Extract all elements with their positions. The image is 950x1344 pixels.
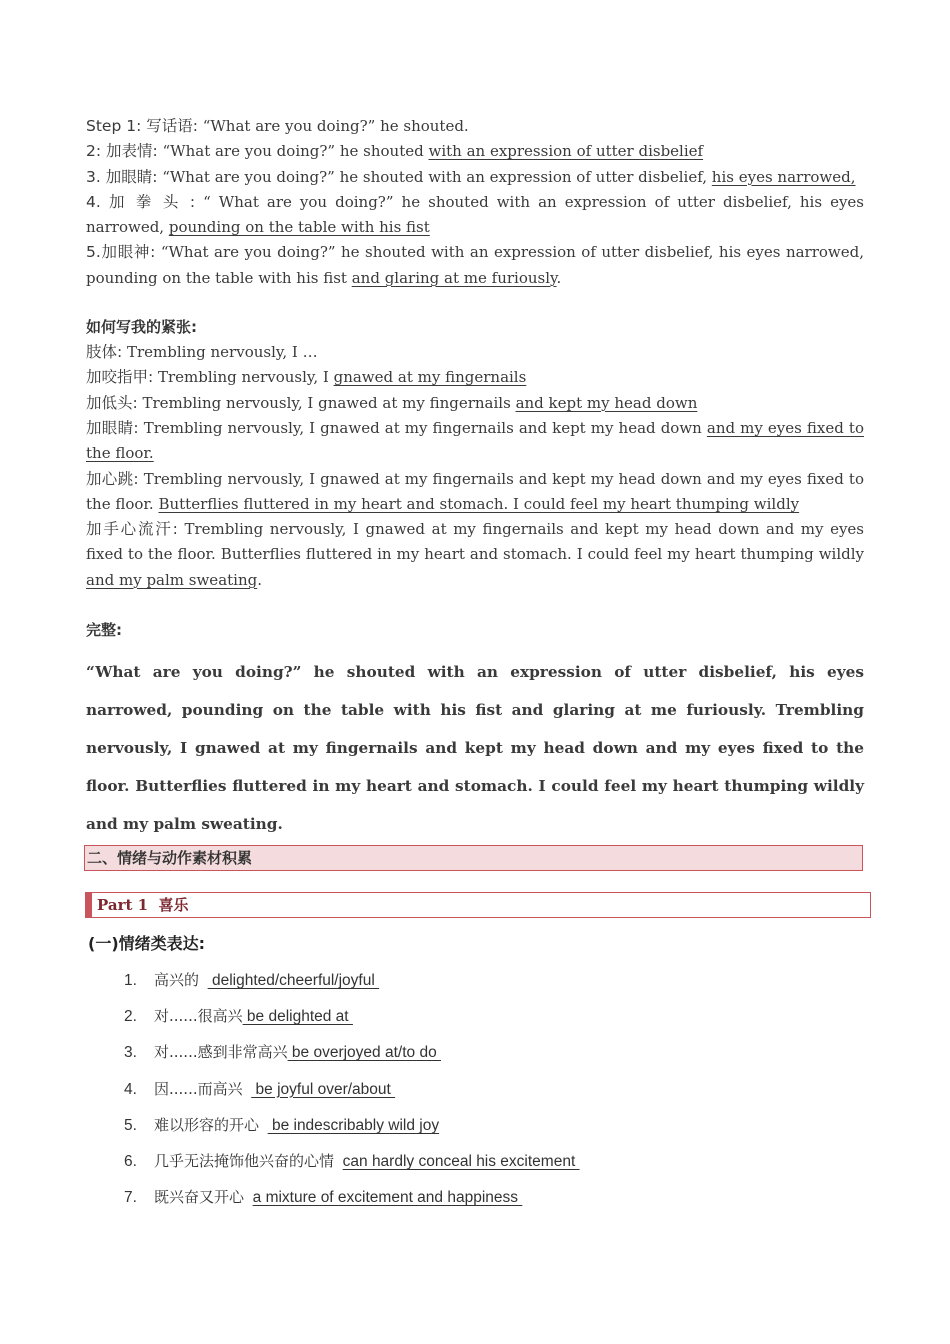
underlined-addition: Butterflies fluttered in my heart and stomach. I could feel my heart thumping wildly [158, 494, 800, 513]
list-item: 6. 几乎无法掩饰他兴奋的心情 can hardly conceal his excitement [124, 1151, 580, 1170]
section-title: 二、情绪与动作素材积累 [84, 845, 863, 871]
step-1: Step 1: 写话语: “What are you doing?” he shouted. [86, 117, 469, 135]
phrase-list [124, 965, 864, 1218]
underlined-addition: gnawed at my fingernails [333, 368, 527, 387]
nervous-item: 肢体: Trembling nervously, I … [86, 343, 318, 362]
step-4: 4. 加 拳 头 : “ What are you doing?” he shouted with an expression of utter disbelief, his eyes narrowed, pounding on the table with his fist [86, 192, 864, 237]
part-title: Part 1 喜乐 [97, 896, 189, 914]
underlined-addition: with an expression of utter disbelief [428, 142, 704, 161]
nervous-item: 加眼睛: Trembling nervously, I gnawed at my fingernails and kept my head down and my eyes fixed to the floor. [86, 418, 864, 463]
step-2: 2: 加表情: “What are you doing?” he shouted with an expression of utter disbelief [86, 142, 704, 161]
part-header [85, 892, 871, 918]
step-5: 5.加眼神: “What are you doing?” he shouted with an expression of utter disbelief, his eyes narrowed, pounding on the table with his fist and glaring at me furiously. [86, 243, 865, 287]
list-item: 7. 既兴奋又开心 a mixture of excitement and happiness [124, 1188, 523, 1207]
nervous-item: 加咬指甲: Trembling nervously, I gnawed at my fingernails [86, 368, 527, 387]
underlined-addition: and glaring at me furiously [351, 268, 557, 287]
underlined-addition: and kept my head down [515, 393, 698, 412]
list-item: 4. 因......而高兴 be joyful over/about [124, 1079, 396, 1098]
nervous-item: 加低头: Trembling nervously, I gnawed at my fingernails and kept my head down [86, 393, 698, 412]
nervous-item: 加手心流汗: Trembling nervously, I gnawed at my fingernails and kept my head down and my eyes fixed to the floor. Butterflies fluttered in my heart and stomach. I could feel my heart thumping wildly and my palm sweating. [86, 520, 864, 589]
underlined-addition: and my palm sweating [86, 570, 258, 589]
list-item: 5. 难以形容的开心 be indescribably wild joy [124, 1115, 440, 1134]
complete-heading: 完整: [86, 621, 122, 640]
document-body [86, 114, 864, 843]
list-item: 2. 对......很高兴 be delighted at [124, 1007, 353, 1026]
nervous-item: 加心跳: Trembling nervously, I gnawed at my fingernails and kept my head down and my eyes fixed to the floor. Butterflies fluttered in my heart and stomach. I could feel my heart thumping wildly [86, 469, 864, 513]
underlined-addition: his eyes narrowed, [711, 167, 856, 186]
underlined-addition: and my eyes fixed to the floor. [86, 418, 864, 463]
nervous-heading: 如何写我的紧张: [86, 318, 197, 337]
sub-heading: (一)情绪类表达: [88, 934, 206, 953]
list-item: 3. 对......感到非常高兴 be overjoyed at/to do [124, 1043, 441, 1062]
list-item: 1. 高兴的 delighted/cheerful/joyful [124, 971, 380, 989]
underlined-addition: pounding on the table with his fist [168, 218, 430, 237]
part-accent-bar [86, 893, 92, 917]
step-3: 3. 加眼睛: “What are you doing?” he shouted with an expression of utter disbelief, his eyes narrowed, [86, 167, 856, 186]
complete-paragraph: “What are you doing?” he shouted with an expression of utter disbelief, his eyes narrowed, pounding on the table with his fist and glaring at me furiously. Trembling nervously, I gnawed at my fingernails and kept my head down and my eyes fixed to the floor. Butterflies fluttered in my heart and stomach. I could feel my heart thumping wildly and my palm sweating. [86, 663, 864, 834]
